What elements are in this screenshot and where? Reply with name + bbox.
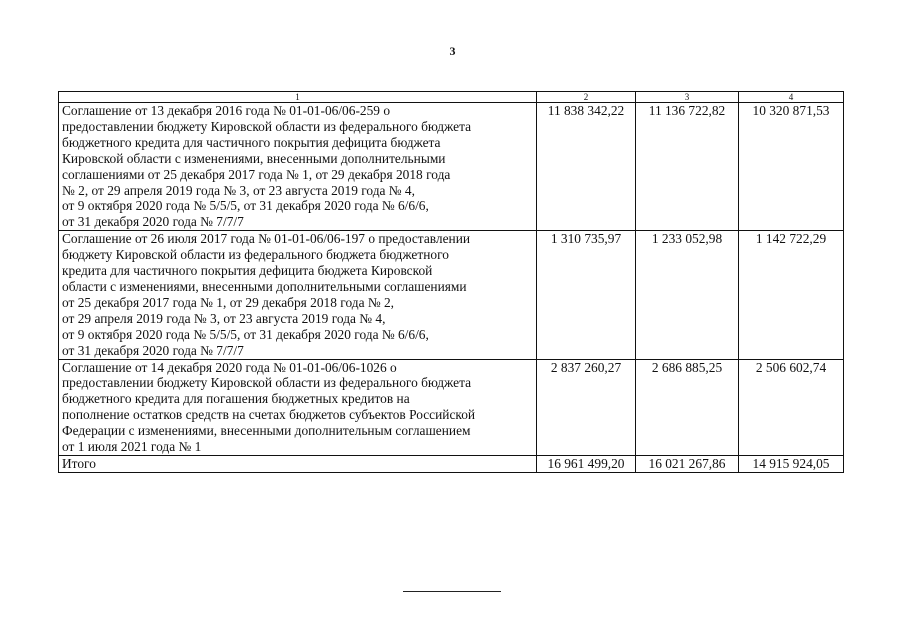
description-line: предоставлении бюджету Кировской области из федерального бюджета	[62, 375, 472, 391]
total-label: Итого	[59, 455, 537, 472]
description-line: от 9 октября 2020 года № 5/5/5, от 31 декабря 2020 года № 6/6/6,	[62, 326, 429, 342]
description-line: бюджетного кредита для частичного покрытия дефицита бюджета	[62, 134, 441, 150]
description-line: Кировской области с изменениями, внесенными дополнительными	[62, 150, 446, 166]
table-row	[59, 359, 844, 455]
description-line: от 9 октября 2020 года № 5/5/5, от 31 декабря 2020 года № 6/6/6,	[62, 198, 429, 214]
amount-col-4: 2 506 602,74	[739, 359, 844, 455]
column-header-3: 3	[636, 92, 739, 103]
total-col-3: 16 021 267,86	[636, 455, 739, 472]
column-header-2: 2	[537, 92, 636, 103]
table-row	[59, 103, 844, 231]
description-line: соглашениями от 25 декабря 2017 года № 1, от 29 декабря 2018 года	[62, 166, 451, 182]
description-line: кредита для частичного покрытия дефицита бюджета Кировской	[62, 263, 433, 279]
table-row	[59, 231, 844, 359]
description-line: № 2, от 29 апреля 2019 года № 3, от 23 августа 2019 года № 4,	[62, 182, 415, 198]
description-line: от 25 декабря 2017 года № 1, от 29 декабря 2018 года № 2,	[62, 294, 395, 310]
budget-credit-table	[58, 91, 844, 473]
agreement-description	[59, 359, 537, 455]
table-header-row	[59, 92, 844, 103]
amount-col-2: 2 837 260,27	[537, 359, 636, 455]
description-line: бюджету Кировской области из федерального бюджета бюджетного	[62, 247, 449, 263]
description-line: Федерации с изменениями, внесенными дополнительным соглашением	[62, 423, 471, 439]
agreement-description	[59, 103, 537, 231]
amount-col-4: 10 320 871,53	[739, 103, 844, 231]
description-line: Соглашение от 13 декабря 2016 года № 01-01-06/06-259 о	[62, 103, 391, 118]
amount-col-3: 11 136 722,82	[636, 103, 739, 231]
total-col-4: 14 915 924,05	[739, 455, 844, 472]
column-header-4: 4	[739, 92, 844, 103]
amount-col-2: 11 838 342,22	[537, 103, 636, 231]
description-line: от 31 декабря 2020 года № 7/7/7	[62, 342, 244, 358]
description-line: от 29 апреля 2019 года № 3, от 23 августа 2019 года № 4,	[62, 310, 386, 326]
amount-col-3: 1 233 052,98	[636, 231, 739, 359]
footer-rule	[403, 591, 501, 592]
description-line: области с изменениями, внесенными дополнительными соглашениями	[62, 278, 467, 294]
description-line: бюджетного кредита для погашения бюджетных кредитов на	[62, 391, 410, 407]
total-col-2: 16 961 499,20	[537, 455, 636, 472]
amount-col-2: 1 310 735,97	[537, 231, 636, 359]
agreement-description	[59, 231, 537, 359]
description-line: предоставлении бюджету Кировской области из федерального бюджета	[62, 118, 472, 134]
description-line: от 31 декабря 2020 года № 7/7/7	[62, 214, 244, 230]
amount-col-4: 1 142 722,29	[739, 231, 844, 359]
description-line: Соглашение от 26 июля 2017 года № 01-01-06/06-197 о предоставлении	[62, 231, 471, 247]
column-header-1: 1	[59, 92, 537, 103]
description-line: от 1 июля 2021 года № 1	[62, 439, 202, 455]
amount-col-3: 2 686 885,25	[636, 359, 739, 455]
page-number: 3	[449, 44, 456, 58]
total-row	[59, 455, 844, 472]
description-line: пополнение остатков средств на счетах бюджетов субъектов Российской	[62, 407, 476, 423]
description-line: Соглашение от 14 декабря 2020 года № 01-01-06/06-1026 о	[62, 359, 397, 375]
